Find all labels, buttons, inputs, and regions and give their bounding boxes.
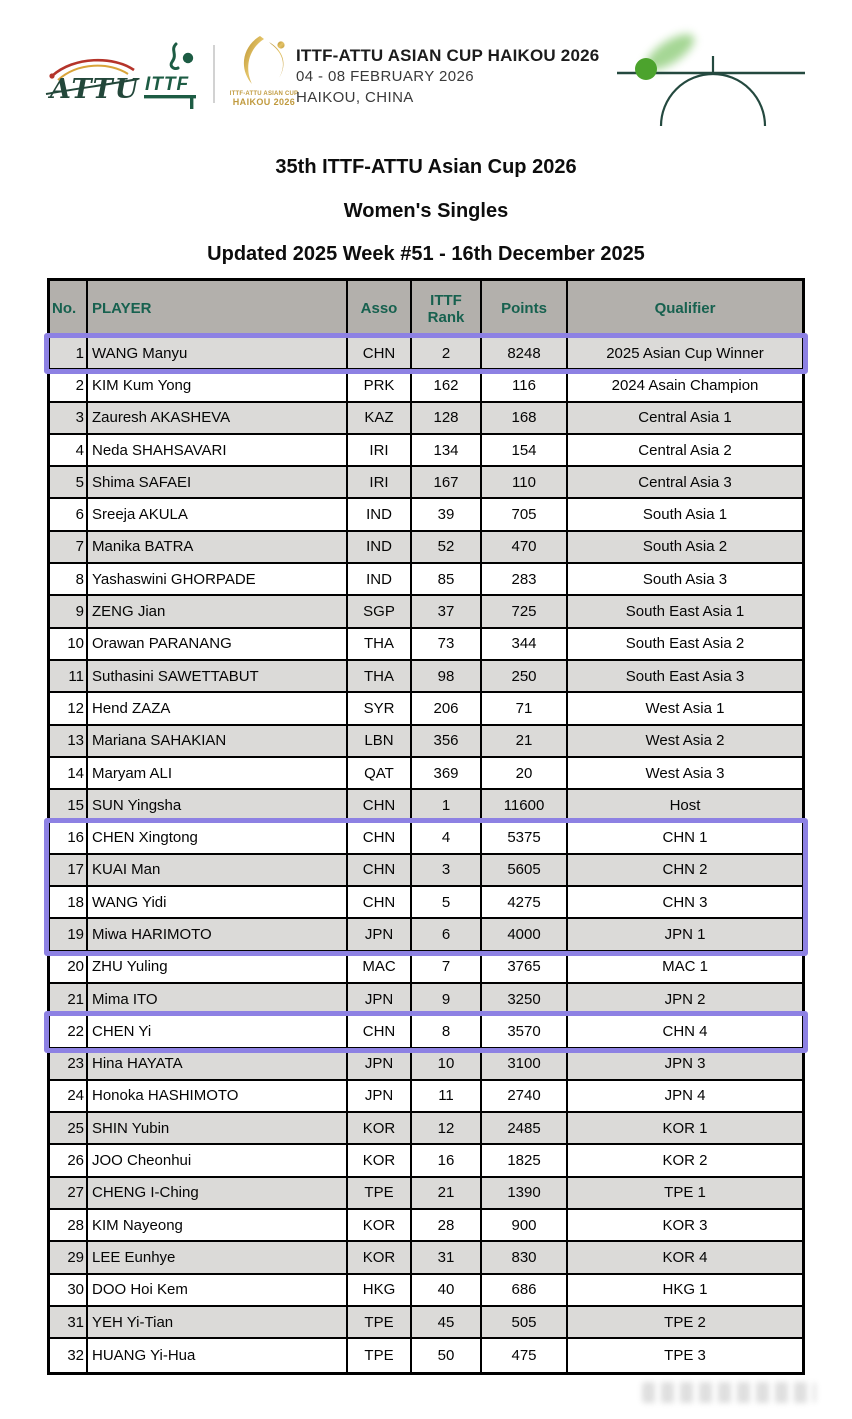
cell-asso: SYR bbox=[348, 693, 412, 723]
cell-ittf-rank: 9 bbox=[412, 984, 482, 1014]
page-title: 35th ITTF-ATTU Asian Cup 2026 bbox=[275, 156, 577, 178]
cell-no: 16 bbox=[50, 822, 88, 852]
cell-asso: JPN bbox=[348, 919, 412, 949]
col-header-points: Points bbox=[482, 281, 568, 336]
cell-ittf-rank: 11 bbox=[412, 1081, 482, 1111]
cell-asso: KOR bbox=[348, 1210, 412, 1240]
cell-points: 705 bbox=[482, 499, 568, 529]
cell-no: 4 bbox=[50, 435, 88, 465]
table-row bbox=[50, 1242, 802, 1274]
cell-no: 29 bbox=[50, 1242, 88, 1272]
cell-qualifier: South Asia 2 bbox=[642, 538, 728, 556]
cell-asso: JPN bbox=[348, 984, 412, 1014]
cell-points: 505 bbox=[482, 1307, 568, 1337]
cell-asso: LBN bbox=[348, 726, 412, 756]
cell-qualifier: TPE 1 bbox=[664, 1184, 706, 1202]
cell-ittf-rank: 3 bbox=[412, 855, 482, 885]
cell-asso: KAZ bbox=[348, 403, 412, 433]
cell-points: 8248 bbox=[482, 338, 568, 368]
cell-points: 21 bbox=[482, 726, 568, 756]
cell-player: Shima SAFAEI bbox=[88, 467, 348, 497]
table-row bbox=[50, 499, 802, 531]
col-header-qualifier: Qualifier bbox=[654, 300, 716, 317]
cell-no: 12 bbox=[50, 693, 88, 723]
cell-ittf-rank: 134 bbox=[412, 435, 482, 465]
cell-player: LEE Eunhye bbox=[88, 1242, 348, 1272]
cell-points: 900 bbox=[482, 1210, 568, 1240]
cell-ittf-rank: 16 bbox=[412, 1145, 482, 1175]
table-row bbox=[50, 1275, 802, 1307]
cell-asso: IND bbox=[348, 499, 412, 529]
cell-asso: CHN bbox=[348, 338, 412, 368]
cell-ittf-rank: 12 bbox=[412, 1113, 482, 1143]
table-row bbox=[50, 338, 802, 370]
table-row bbox=[50, 1049, 802, 1081]
cell-asso: CHN bbox=[348, 855, 412, 885]
cell-player: ZHU Yuling bbox=[88, 952, 348, 982]
cell-no: 26 bbox=[50, 1145, 88, 1175]
cell-ittf-rank: 21 bbox=[412, 1178, 482, 1208]
table-row bbox=[50, 952, 802, 984]
cell-asso: SGP bbox=[348, 596, 412, 626]
logo-divider bbox=[213, 45, 215, 103]
cell-asso: CHN bbox=[348, 822, 412, 852]
table-row bbox=[50, 629, 802, 661]
table-row bbox=[50, 1178, 802, 1210]
table-row bbox=[50, 1307, 802, 1339]
cell-points: 250 bbox=[482, 661, 568, 691]
cell-qualifier: KOR 1 bbox=[662, 1119, 708, 1137]
cell-qualifier: South East Asia 2 bbox=[625, 635, 745, 653]
cell-asso: CHN bbox=[348, 1016, 412, 1046]
cell-qualifier: Central Asia 2 bbox=[638, 441, 732, 459]
cell-no: 28 bbox=[50, 1210, 88, 1240]
cell-points: 283 bbox=[482, 564, 568, 594]
cell-points: 3250 bbox=[482, 984, 568, 1014]
cell-asso: JPN bbox=[348, 1081, 412, 1111]
cell-no: 15 bbox=[50, 790, 88, 820]
cell-points: 2740 bbox=[482, 1081, 568, 1111]
cell-qualifier: KOR 2 bbox=[662, 1152, 708, 1170]
table-row bbox=[50, 726, 802, 758]
cell-points: 3570 bbox=[482, 1016, 568, 1046]
col-header-asso: Asso bbox=[348, 281, 412, 336]
cell-player: WANG Yidi bbox=[88, 887, 348, 917]
cell-ittf-rank: 50 bbox=[412, 1339, 482, 1371]
cell-no: 6 bbox=[50, 499, 88, 529]
cell-player: Sreeja AKULA bbox=[88, 499, 348, 529]
cell-qualifier: JPN 3 bbox=[664, 1055, 706, 1073]
cell-no: 14 bbox=[50, 758, 88, 788]
cell-asso: HKG bbox=[348, 1275, 412, 1305]
cell-asso: CHN bbox=[348, 887, 412, 917]
col-header-player: PLAYER bbox=[88, 281, 348, 336]
cell-ittf-rank: 45 bbox=[412, 1307, 482, 1337]
cell-player: CHEN Yi bbox=[88, 1016, 348, 1046]
cell-ittf-rank: 356 bbox=[412, 726, 482, 756]
cell-qualifier: JPN 1 bbox=[664, 925, 706, 943]
cell-points: 2485 bbox=[482, 1113, 568, 1143]
cell-qualifier: South East Asia 3 bbox=[625, 667, 745, 685]
cell-no: 7 bbox=[50, 532, 88, 562]
cell-player: Zauresh AKASHEVA bbox=[88, 403, 348, 433]
cell-qualifier: TPE 2 bbox=[664, 1313, 706, 1331]
cell-ittf-rank: 4 bbox=[412, 822, 482, 852]
cell-no: 18 bbox=[50, 887, 88, 917]
cell-player: Maryam ALI bbox=[88, 758, 348, 788]
cell-qualifier: Central Asia 1 bbox=[638, 409, 732, 427]
cell-ittf-rank: 1 bbox=[412, 790, 482, 820]
cell-no: 13 bbox=[50, 726, 88, 756]
ittf-logo-icon bbox=[138, 40, 208, 112]
cell-player: WANG Manyu bbox=[88, 338, 348, 368]
cell-ittf-rank: 2 bbox=[412, 338, 482, 368]
cell-qualifier: HKG 1 bbox=[662, 1281, 708, 1299]
haikou-emblem-icon bbox=[233, 34, 295, 90]
cell-asso: IND bbox=[348, 564, 412, 594]
col-header-ittf-rank: ITTF Rank bbox=[412, 281, 482, 336]
cell-points: 168 bbox=[482, 403, 568, 433]
cell-no: 32 bbox=[50, 1339, 88, 1371]
cell-points: 11600 bbox=[482, 790, 568, 820]
cell-player: SHIN Yubin bbox=[88, 1113, 348, 1143]
table-row bbox=[50, 790, 802, 822]
cell-player: KIM Kum Yong bbox=[88, 370, 348, 400]
table-tennis-graphic-icon bbox=[600, 18, 850, 136]
cell-ittf-rank: 369 bbox=[412, 758, 482, 788]
cell-player: Suthasini SAWETTABUT bbox=[88, 661, 348, 691]
cell-qualifier: South Asia 3 bbox=[642, 570, 728, 588]
cell-player: Neda SHAHSAVARI bbox=[88, 435, 348, 465]
table-row bbox=[50, 1113, 802, 1145]
cell-ittf-rank: 73 bbox=[412, 629, 482, 659]
cell-points: 1390 bbox=[482, 1178, 568, 1208]
cell-asso: TPE bbox=[348, 1307, 412, 1337]
cell-player: Mariana SAHAKIAN bbox=[88, 726, 348, 756]
event-location: HAIKOU, CHINA bbox=[296, 89, 414, 106]
cell-ittf-rank: 39 bbox=[412, 499, 482, 529]
cell-player: Hina HAYATA bbox=[88, 1049, 348, 1079]
cell-no: 9 bbox=[50, 596, 88, 626]
cell-ittf-rank: 128 bbox=[412, 403, 482, 433]
cell-player: HUANG Yi-Hua bbox=[88, 1339, 348, 1371]
cell-player: DOO Hoi Kem bbox=[88, 1275, 348, 1305]
cell-ittf-rank: 10 bbox=[412, 1049, 482, 1079]
table-row bbox=[50, 467, 802, 499]
cell-qualifier: CHN 4 bbox=[662, 1022, 708, 1040]
cell-asso: IRI bbox=[348, 435, 412, 465]
cell-player: Honoka HASHIMOTO bbox=[88, 1081, 348, 1111]
qualifiers-table bbox=[47, 278, 805, 1375]
table-row bbox=[50, 1016, 802, 1048]
updated-date-title: Updated 2025 Week #51 - 16th December 2025 bbox=[207, 243, 645, 265]
cell-points: 470 bbox=[482, 532, 568, 562]
watermark bbox=[642, 1382, 816, 1403]
table-body bbox=[50, 338, 802, 1372]
event-category-title: Women's Singles bbox=[343, 200, 509, 222]
table-row bbox=[50, 596, 802, 628]
cell-asso: QAT bbox=[348, 758, 412, 788]
haikou-2026-emblem bbox=[224, 34, 304, 106]
cell-no: 5 bbox=[50, 467, 88, 497]
cell-no: 31 bbox=[50, 1307, 88, 1337]
cell-qualifier: South Asia 1 bbox=[642, 506, 728, 524]
cell-points: 154 bbox=[482, 435, 568, 465]
cell-ittf-rank: 98 bbox=[412, 661, 482, 691]
cell-asso: IRI bbox=[348, 467, 412, 497]
cell-qualifier: CHN 3 bbox=[662, 893, 708, 911]
cell-qualifier: South East Asia 1 bbox=[625, 603, 745, 621]
cell-points: 5375 bbox=[482, 822, 568, 852]
cell-player: SUN Yingsha bbox=[88, 790, 348, 820]
cell-ittf-rank: 85 bbox=[412, 564, 482, 594]
cell-points: 3100 bbox=[482, 1049, 568, 1079]
cell-ittf-rank: 31 bbox=[412, 1242, 482, 1272]
cell-no: 27 bbox=[50, 1178, 88, 1208]
cell-qualifier: MAC 1 bbox=[662, 958, 708, 976]
cell-no: 19 bbox=[50, 919, 88, 949]
table-row bbox=[50, 887, 802, 919]
table-row bbox=[50, 1210, 802, 1242]
cell-player: KUAI Man bbox=[88, 855, 348, 885]
cell-points: 3765 bbox=[482, 952, 568, 982]
cell-asso: KOR bbox=[348, 1242, 412, 1272]
cell-no: 2 bbox=[50, 370, 88, 400]
cell-player: Mima ITO bbox=[88, 984, 348, 1014]
emblem-caption-line2: HAIKOU 2026 bbox=[232, 97, 296, 107]
attu-logo-icon bbox=[42, 54, 142, 106]
cell-player: Hend ZAZA bbox=[88, 693, 348, 723]
cell-player: ZENG Jian bbox=[88, 596, 348, 626]
cell-asso: KOR bbox=[348, 1145, 412, 1175]
cell-qualifier: KOR 3 bbox=[662, 1216, 708, 1234]
cell-no: 11 bbox=[50, 661, 88, 691]
cell-qualifier: Central Asia 3 bbox=[638, 473, 732, 491]
table-row bbox=[50, 435, 802, 467]
table-row bbox=[50, 1339, 802, 1371]
cell-points: 5605 bbox=[482, 855, 568, 885]
cell-qualifier: Host bbox=[669, 796, 701, 814]
cell-qualifier: JPN 2 bbox=[664, 990, 706, 1008]
cell-player: Manika BATRA bbox=[88, 532, 348, 562]
cell-points: 4275 bbox=[482, 887, 568, 917]
cell-ittf-rank: 8 bbox=[412, 1016, 482, 1046]
cell-points: 116 bbox=[482, 370, 568, 400]
cell-no: 23 bbox=[50, 1049, 88, 1079]
cell-ittf-rank: 162 bbox=[412, 370, 482, 400]
cell-qualifier: JPN 4 bbox=[664, 1087, 706, 1105]
table-row bbox=[50, 693, 802, 725]
table-header-row bbox=[50, 281, 802, 338]
cell-ittf-rank: 7 bbox=[412, 952, 482, 982]
cell-points: 110 bbox=[482, 467, 568, 497]
table-row bbox=[50, 1145, 802, 1177]
cell-points: 4000 bbox=[482, 919, 568, 949]
cell-ittf-rank: 28 bbox=[412, 1210, 482, 1240]
cell-ittf-rank: 40 bbox=[412, 1275, 482, 1305]
event-dates: 04 - 08 FEBRUARY 2026 bbox=[296, 68, 474, 85]
table-row bbox=[50, 370, 802, 402]
cell-points: 20 bbox=[482, 758, 568, 788]
cell-qualifier: West Asia 2 bbox=[645, 732, 725, 750]
cell-player: CHEN Xingtong bbox=[88, 822, 348, 852]
cell-qualifier: CHN 1 bbox=[662, 829, 708, 847]
cell-no: 24 bbox=[50, 1081, 88, 1111]
cell-asso: THA bbox=[348, 629, 412, 659]
cell-asso: CHN bbox=[348, 790, 412, 820]
cell-points: 71 bbox=[482, 693, 568, 723]
cell-player: JOO Cheonhui bbox=[88, 1145, 348, 1175]
cell-no: 25 bbox=[50, 1113, 88, 1143]
cell-ittf-rank: 52 bbox=[412, 532, 482, 562]
cell-player: KIM Nayeong bbox=[88, 1210, 348, 1240]
cell-no: 22 bbox=[50, 1016, 88, 1046]
cell-points: 686 bbox=[482, 1275, 568, 1305]
cell-player: CHENG I-Ching bbox=[88, 1178, 348, 1208]
event-text-block bbox=[296, 45, 599, 108]
table-row bbox=[50, 1081, 802, 1113]
svg-text:ITTF: ITTF bbox=[145, 74, 190, 95]
cell-no: 17 bbox=[50, 855, 88, 885]
cell-asso: JPN bbox=[348, 1049, 412, 1079]
table-row bbox=[50, 984, 802, 1016]
cell-qualifier: 2024 Asain Champion bbox=[611, 376, 759, 394]
cell-asso: IND bbox=[348, 532, 412, 562]
cell-qualifier: CHN 2 bbox=[662, 861, 708, 879]
cell-points: 475 bbox=[482, 1339, 568, 1371]
cell-ittf-rank: 37 bbox=[412, 596, 482, 626]
table-row bbox=[50, 564, 802, 596]
cell-points: 830 bbox=[482, 1242, 568, 1272]
cell-asso: PRK bbox=[348, 370, 412, 400]
cell-no: 1 bbox=[50, 338, 88, 368]
cell-points: 344 bbox=[482, 629, 568, 659]
cell-ittf-rank: 206 bbox=[412, 693, 482, 723]
table-row bbox=[50, 919, 802, 951]
table-row bbox=[50, 532, 802, 564]
cell-qualifier: 2025 Asian Cup Winner bbox=[606, 344, 764, 362]
cell-qualifier: KOR 4 bbox=[662, 1248, 708, 1266]
cell-player: Miwa HARIMOTO bbox=[88, 919, 348, 949]
table-row bbox=[50, 403, 802, 435]
cell-player: YEH Yi-Tian bbox=[88, 1307, 348, 1337]
cell-ittf-rank: 6 bbox=[412, 919, 482, 949]
cell-qualifier: West Asia 1 bbox=[645, 699, 725, 717]
cell-asso: MAC bbox=[348, 952, 412, 982]
col-header-no: No. bbox=[50, 281, 88, 336]
table-row bbox=[50, 822, 802, 854]
cell-qualifier: West Asia 3 bbox=[645, 764, 725, 782]
cell-no: 30 bbox=[50, 1275, 88, 1305]
cell-no: 3 bbox=[50, 403, 88, 433]
cell-asso: TPE bbox=[348, 1339, 412, 1371]
cell-ittf-rank: 5 bbox=[412, 887, 482, 917]
cell-player: Orawan PARANANG bbox=[88, 629, 348, 659]
cell-no: 21 bbox=[50, 984, 88, 1014]
cell-no: 8 bbox=[50, 564, 88, 594]
cell-player: Yashaswini GHORPADE bbox=[88, 564, 348, 594]
cell-points: 725 bbox=[482, 596, 568, 626]
emblem-caption-line1: ITTF-ATTU ASIAN CUP bbox=[229, 91, 299, 97]
cell-qualifier: TPE 3 bbox=[664, 1346, 706, 1364]
table-row bbox=[50, 758, 802, 790]
cell-no: 20 bbox=[50, 952, 88, 982]
cell-ittf-rank: 167 bbox=[412, 467, 482, 497]
cell-no: 10 bbox=[50, 629, 88, 659]
cell-asso: KOR bbox=[348, 1113, 412, 1143]
cell-asso: TPE bbox=[348, 1178, 412, 1208]
event-title: ITTF-ATTU ASIAN CUP HAIKOU 2026 bbox=[296, 46, 600, 65]
table-row bbox=[50, 855, 802, 887]
svg-text:ATTU: ATTU bbox=[50, 74, 141, 105]
cell-points: 1825 bbox=[482, 1145, 568, 1175]
table-row bbox=[50, 661, 802, 693]
cell-asso: THA bbox=[348, 661, 412, 691]
